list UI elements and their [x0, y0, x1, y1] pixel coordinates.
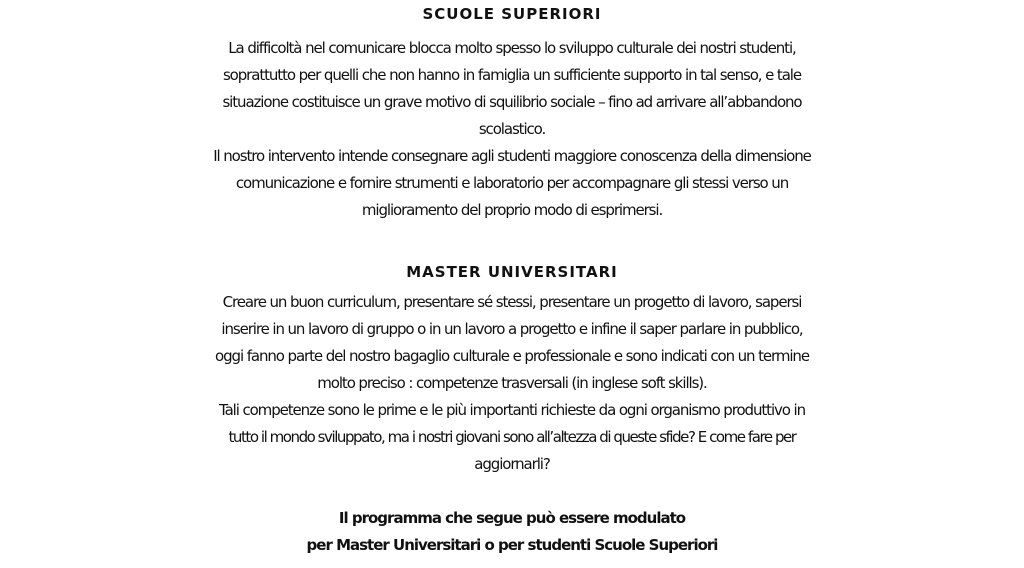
- paragraph-line: tutto il mondo sviluppato, ma i nostri giovani sono all’altezza di queste sfide? E come fare per: [228, 428, 796, 446]
- paragraph-line: Il nostro intervento intende consegnare agli studenti maggiore conoscenza della dimensione: [213, 147, 811, 165]
- paragraph-line: soprattutto per quelli che non hanno in famiglia un sufficiente supporto in tal senso, e tale: [222, 66, 802, 84]
- paragraph-line: Tali competenze sono le prime e le più importanti richieste da ogni organismo produttivo in: [218, 401, 806, 419]
- paragraph-line: aggiornarli?: [474, 455, 550, 473]
- paragraph-line: scolastico.: [478, 120, 546, 138]
- paragraph-line: inserire in un lavoro di gruppo o in un lavoro a progetto e infine il saper parlare in pubblico,: [221, 320, 803, 338]
- paragraph-master-universitari: [0, 289, 1024, 478]
- paragraph-line: Creare un buon curriculum, presentare sé stessi, presentare un progetto di lavoro, sapersi: [222, 293, 802, 311]
- paragraph-line: La difficoltà nel comunicare blocca molto spesso lo sviluppo culturale dei nostri studenti,: [228, 39, 796, 57]
- paragraph-line: situazione costituisce un grave motivo di squilibrio sociale – fino ad arrivare all’abbandono: [222, 93, 802, 111]
- section-heading-master-universitari: MASTER UNIVERSITARI: [406, 263, 618, 281]
- paragraph-scuole-superiori: [0, 35, 1024, 224]
- closing-statement: [0, 505, 1024, 559]
- section-heading-scuole-superiori: SCUOLE SUPERIORI: [422, 5, 602, 23]
- paragraph-line: miglioramento del proprio modo di esprimersi.: [361, 201, 663, 219]
- paragraph-line: oggi fanno parte del nostro bagaglio culturale e professionale e sono indicati con un termine: [215, 347, 809, 365]
- paragraph-line: comunicazione e fornire strumenti e laboratorio per accompagnare gli stessi verso un: [235, 174, 789, 192]
- closing-line: per Master Universitari o per studenti Scuole Superiori: [306, 536, 718, 554]
- paragraph-line: molto preciso : competenze trasversali (in inglese soft skills).: [317, 374, 707, 392]
- closing-line: Il programma che segue può essere modulato: [338, 509, 686, 527]
